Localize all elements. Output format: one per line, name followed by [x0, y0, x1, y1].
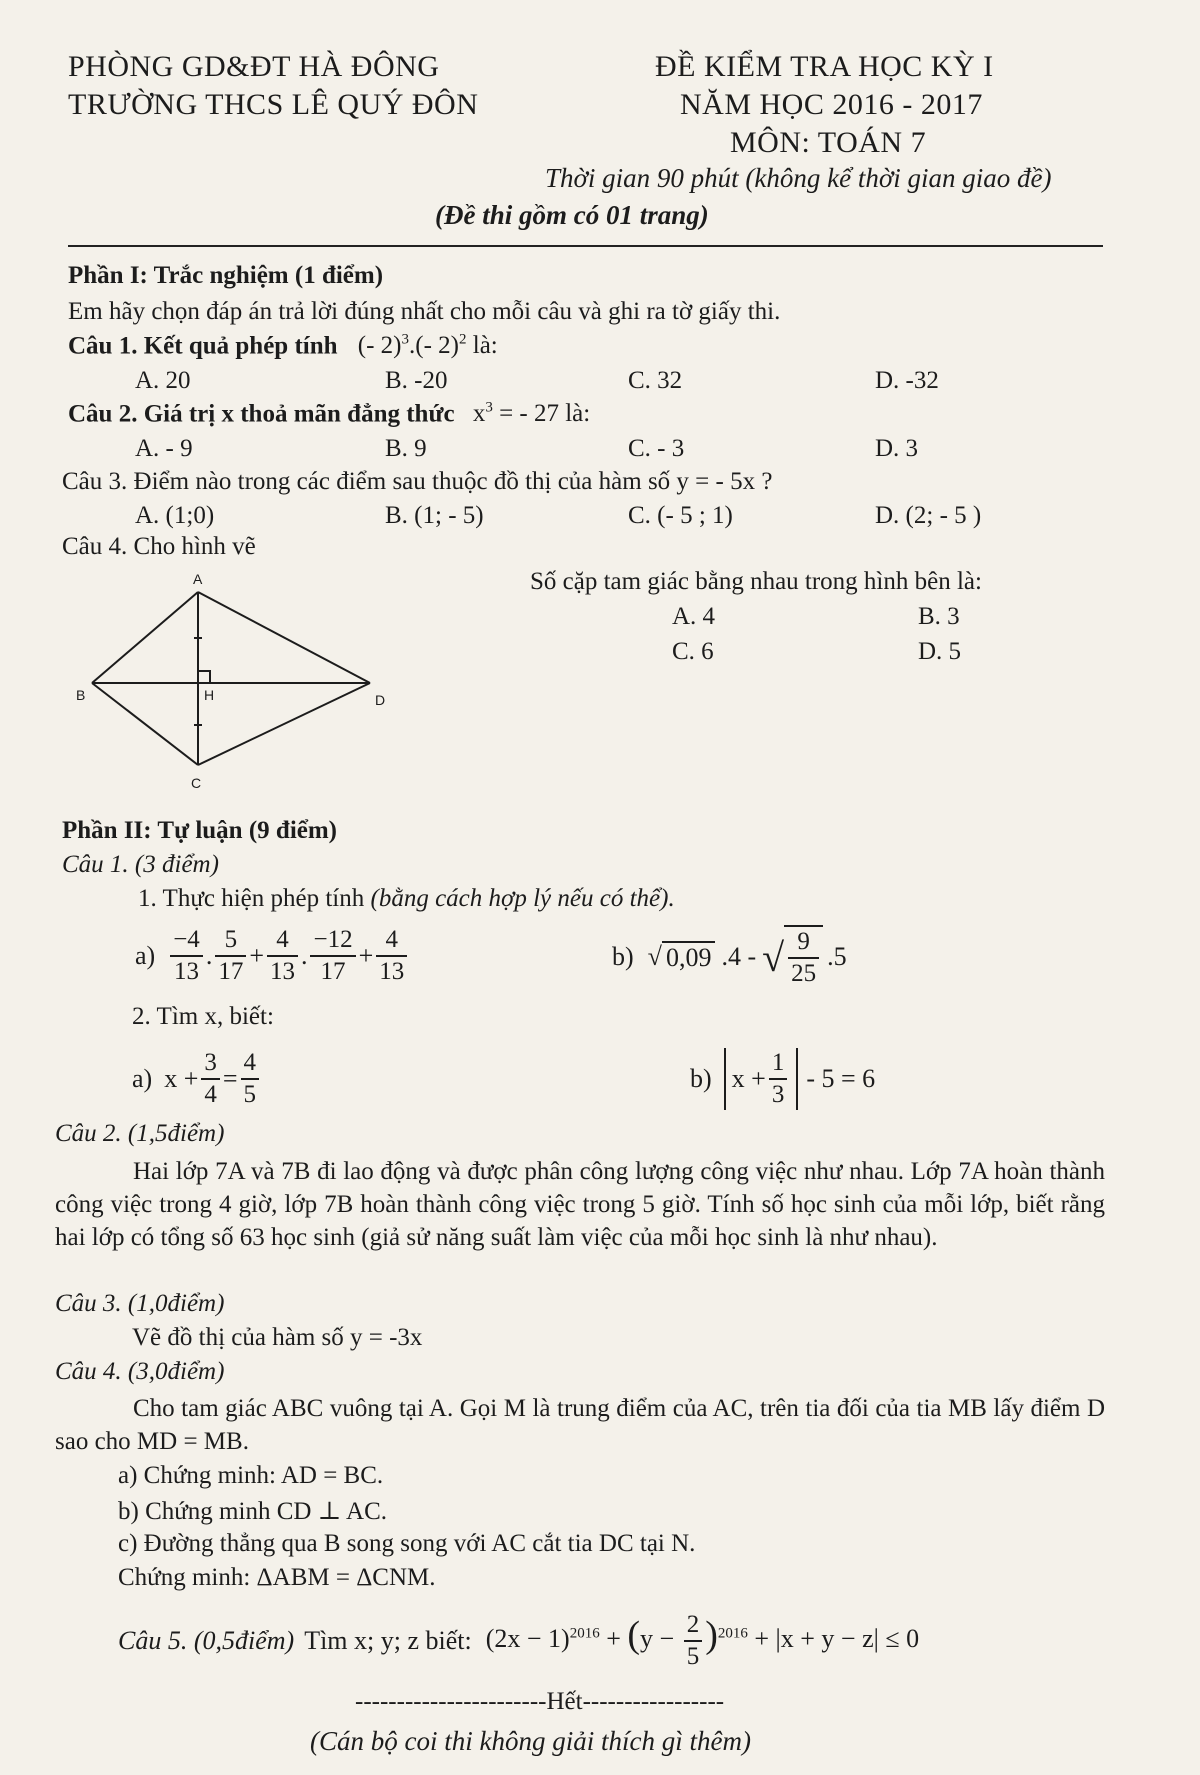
- q3-option-b: B. (1; - 5): [385, 502, 484, 529]
- subject: MÔN: TOÁN 7: [730, 126, 927, 159]
- page-count: (Đề thi gồm có 01 trang): [435, 200, 709, 230]
- c1-sub1: 1. Thực hiện phép tính (bằng cách hợp lý nếu có thể).: [138, 885, 675, 912]
- part1-title: Phần I: Trắc nghiệm (1 điểm): [68, 262, 384, 289]
- q2-option-b: B. 9: [385, 435, 427, 462]
- header-divider: [68, 245, 1103, 247]
- c1-sub2: 2. Tìm x, biết:: [132, 1003, 274, 1030]
- q2-text: Câu 2. Giá trị x thoả mãn đẳng thức $x^3$ = - 27 là:: [68, 400, 591, 428]
- q1-option-a: A. 20: [135, 367, 191, 394]
- q3-text: Câu 3. Điểm nào trong các điểm sau thuộc đồ thị của hàm số y = - 5x ?: [62, 468, 773, 495]
- school-name: TRƯỜNG THCS LÊ QUÝ ĐÔN: [68, 88, 479, 121]
- c5-lead: Tìm x; y; z biết:: [304, 1626, 472, 1655]
- q3-option-d: D. (2; - 5 ): [875, 502, 982, 529]
- label-b: B: [76, 687, 86, 703]
- q4-option-b: B. 3: [918, 603, 960, 630]
- q2-label: Câu 2. Giá trị x thoả mãn đẳng thức: [68, 400, 455, 428]
- c3-text: Vẽ đồ thị của hàm số y = -3x: [132, 1324, 423, 1351]
- c3-title: Câu 3. (1,0điểm): [55, 1290, 225, 1317]
- q2-option-a: A. - 9: [135, 435, 193, 462]
- c1-expression-a: a) $\frac{-4}{13}$ . $\frac{5}{17}$ + $\frac{4}{13}$ . $\frac{-12}{17}$ + $\frac{4}{13}$: [135, 925, 410, 987]
- c2-text: Hai lớp 7A và 7B đi lao động và được phân công lượng công việc như nhau. Lớp 7A hoàn thành công việc trong 4 giờ, lớp 7B hoàn thành công việc trong 5 giờ. Tính số học sinh của mỗi lớp, biết rằng hai lớp có tổng số 63 học sinh (giả sử năng suất làm việc của mỗi học sinh là như nhau).: [55, 1158, 1105, 1251]
- c5-row: [118, 1610, 919, 1672]
- q4-question: Số cặp tam giác bằng nhau trong hình bên là:: [530, 568, 982, 595]
- c1-find-x-a: a) x + $\frac{3}{4}$ = $\frac{4}{5}$: [132, 1048, 262, 1110]
- c4-part-c: c) Đường thẳng qua B song song với AC cắt tia DC tại N.: [118, 1530, 696, 1557]
- q4-option-d: D. 5: [918, 638, 962, 665]
- segment-ab: [92, 592, 198, 683]
- label-a: A: [193, 571, 203, 587]
- c4-title: Câu 4. (3,0điểm): [55, 1358, 225, 1385]
- q1-text: [68, 332, 498, 360]
- c1-expression-b: b) √ 0,09 .4 - √ $\frac{9}{25}$ .5: [612, 925, 847, 989]
- label-d: D: [375, 692, 386, 708]
- q3-option-a: A. (1;0): [135, 502, 215, 529]
- exam-title: ĐỀ KIỂM TRA HỌC KỲ I: [655, 50, 994, 83]
- q1-option-d: D. -32: [875, 367, 939, 394]
- right-angle-mark: [198, 671, 210, 683]
- c1-title: Câu 1. (3 điểm): [62, 851, 219, 878]
- dept-name: PHÒNG GD&ĐT HÀ ĐÔNG: [68, 50, 440, 83]
- c5-inequality: $(2x - 1)^{2016} + (y$ − $\frac{2}{5}$ )$^{2016}$ + |x + y − z| ≤ 0: [485, 1611, 920, 1670]
- q2-option-d: D. 3: [875, 435, 919, 462]
- rhombus-figure: [70, 570, 410, 795]
- part1-instruction: Em hãy chọn đáp án trả lời đúng nhất cho mỗi câu và ghi ra tờ giấy thi.: [68, 298, 781, 325]
- segment-ad: [198, 592, 370, 683]
- q1-option-c: C. 32: [628, 367, 683, 394]
- c2-title: Câu 2. (1,5điểm): [55, 1120, 225, 1147]
- q1-expr: (- 2)$^3$.(- 2)$^2$ là:: [357, 332, 498, 360]
- exam-time: Thời gian 90 phút (không kể thời gian giao đề): [545, 163, 1052, 193]
- proctor-note: (Cán bộ coi thi không giải thích gì thêm): [310, 1726, 751, 1756]
- c4-part-a: a) Chứng minh: AD = BC.: [118, 1462, 384, 1489]
- q4-text: Câu 4. Cho hình vẽ: [62, 533, 256, 560]
- c4-text: Cho tam giác ABC vuông tại A. Gọi M là trung điểm của AC, trên tia đối của tia MB lấy điểm D sao cho MD = MB.: [55, 1395, 1105, 1455]
- c5-title: Câu 5. (0,5điểm): [118, 1626, 295, 1655]
- q2-option-c: C. - 3: [628, 435, 685, 462]
- c4-part-c-proof: Chứng minh: ΔABM = ΔCNM.: [118, 1564, 436, 1591]
- q4-option-a: A. 4: [672, 603, 716, 630]
- c4-part-b: b) Chứng minh CD ⊥ AC.: [118, 1498, 388, 1525]
- label-h: H: [204, 687, 215, 703]
- end-marker: -----------------------Hết-----------------: [355, 1688, 725, 1715]
- label-c: C: [191, 775, 202, 791]
- c1-find-x-b: b) x + $\frac{1}{3}$ - 5 = 6: [690, 1049, 876, 1108]
- school-year: NĂM HỌC 2016 - 2017: [680, 88, 983, 121]
- part2-title: Phần II: Tự luận (9 điểm): [62, 817, 338, 844]
- segment-bc: [92, 683, 198, 765]
- q4-option-c: C. 6: [672, 638, 714, 665]
- q1-label: Câu 1. Kết quả phép tính: [68, 332, 338, 360]
- q3-option-c: C. (- 5 ; 1): [628, 502, 733, 529]
- q1-option-b: B. -20: [385, 367, 448, 394]
- segment-cd: [198, 683, 370, 765]
